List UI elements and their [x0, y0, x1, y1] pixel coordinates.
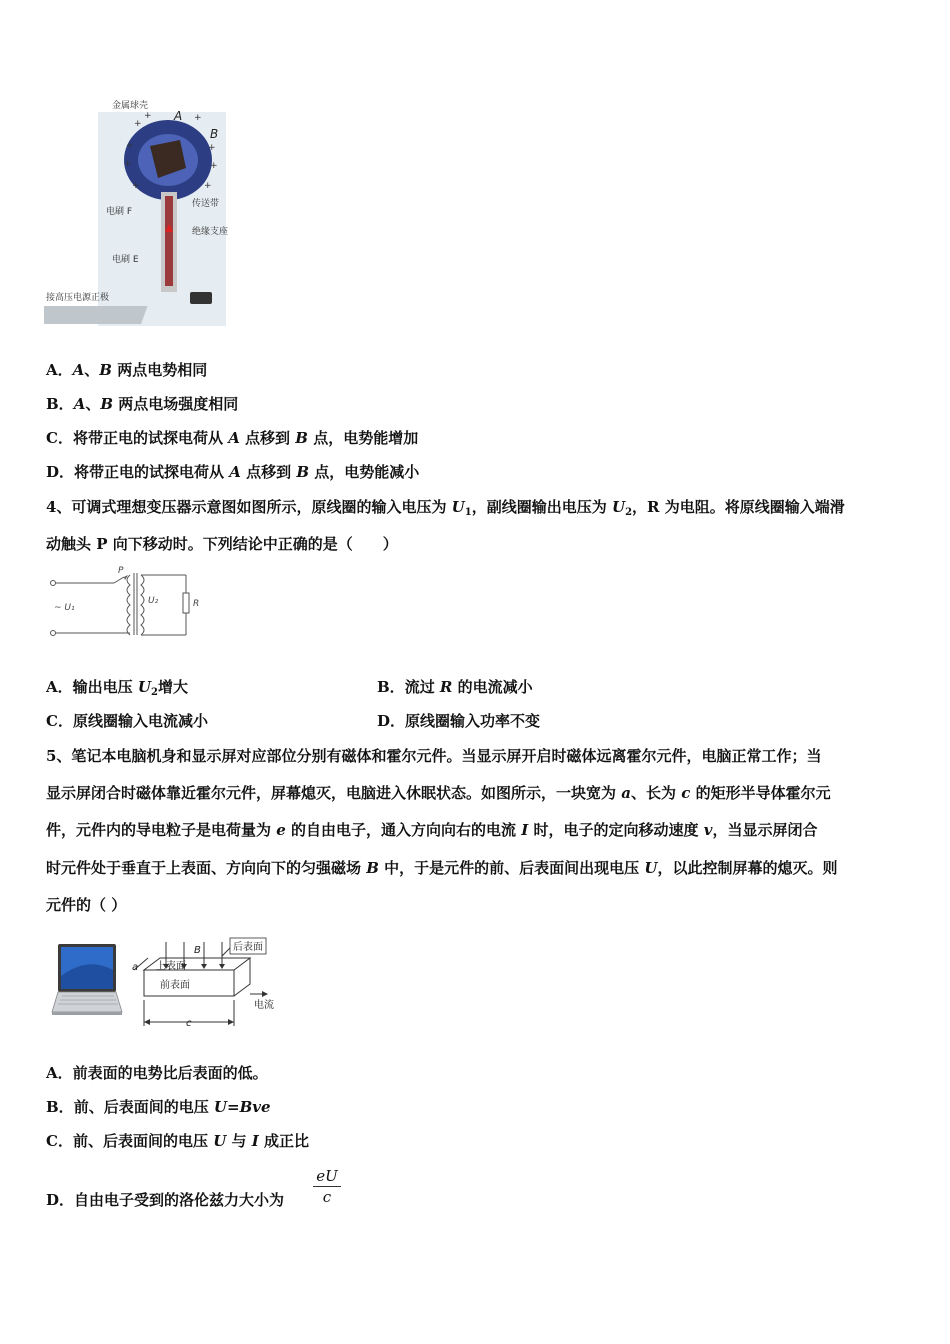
u2-label: U₂: [148, 596, 159, 606]
q5-option-c: C．前、后表面间的电压 U 与 I 成正比: [46, 1132, 309, 1150]
svg-text:+: +: [210, 161, 218, 171]
q4-option-b: B．流过 R 的电流减小: [377, 678, 533, 696]
width-a-label: a: [132, 962, 139, 973]
svg-text:+: +: [132, 181, 140, 191]
svg-text:+: +: [144, 111, 152, 121]
transformer-figure: [44, 563, 214, 643]
q3-option-c: C．将带正电的试探电荷从 A 点移到 B 点，电势能增加: [46, 429, 419, 447]
q3-option-a: A．A、B 两点电势相同: [46, 361, 208, 379]
fraction-denominator: c: [322, 1188, 332, 1206]
svg-text:+: +: [126, 141, 134, 151]
q4-option-a: A．输出电压 $U_2$增大: [46, 678, 188, 698]
svg-text:+: +: [134, 119, 142, 129]
u1-label: ~ U₁: [54, 603, 75, 613]
secondary-coil: [141, 575, 144, 635]
svg-text:+: +: [204, 181, 212, 191]
support-label: 绝缘支座: [192, 227, 229, 237]
field-b-label: B: [194, 945, 201, 956]
belt-label: 传送带: [192, 199, 220, 209]
van-de-graaff-figure: [44, 96, 244, 330]
svg-text:+: +: [194, 113, 202, 123]
q3-option-b: B．A、B 两点电场强度相同: [46, 395, 239, 413]
shell-label: 金属球壳: [112, 101, 149, 111]
hall-element-figure: [48, 936, 288, 1036]
laptop-icon: [52, 944, 122, 1015]
lorentz-fraction: [313, 1166, 341, 1207]
fraction-numerator: eU: [313, 1166, 341, 1187]
svg-text:+: +: [208, 143, 216, 153]
conveyor-belt: [165, 196, 173, 286]
current-label: 电流: [254, 1000, 274, 1011]
q3-option-d: D．将带正电的试探电荷从 A 点移到 B 点，电势能减小: [46, 463, 420, 481]
q5-stem-line3: 件，元件内的导电粒子是电荷量为 e 的自由电子，通入方向向右的电流 I 时，电子的定向移动速度 v，当显示屏闭合: [46, 821, 818, 839]
primary-coil: [127, 575, 130, 635]
brush-e-label: 电刷 E: [112, 255, 139, 265]
hv-label: 接高压电源正极: [46, 293, 110, 303]
q5-stem-line1: 5、笔记本电脑机身和显示屏对应部位分别有磁体和霍尔元件。当显示屏开启时磁体远离霍尔元件，电脑正常工作；当: [46, 747, 822, 765]
brush-f-label: 电刷 F: [106, 207, 133, 217]
q4-stem-line2: 动触头 P 向下移动时。下列结论中正确的是（ ）: [46, 535, 398, 553]
q5-stem-line4: 时元件处于垂直于上表面、方向向下的匀强磁场 B 中，于是元件的前、后表面间出现电压 U，以此控制屏幕的熄灭。则: [46, 859, 838, 877]
q5-option-d: D．自由电子受到的洛伦兹力大小为: [46, 1191, 285, 1209]
q4-option-d: D．原线圈输入功率不变: [377, 712, 541, 730]
front-face-label: 前表面: [160, 980, 190, 991]
base: [44, 306, 148, 324]
point-a-label: A: [174, 109, 183, 123]
point-b-label: B: [210, 127, 219, 141]
resistor: [183, 593, 189, 613]
q5-option-a: A．前表面的电势比后表面的低。: [46, 1064, 268, 1082]
q4-stem-line1: 4、可调式理想变压器示意图如图所示，原线圈的输入电压为 $U_1$，副线圈输出电压为 $U_2$，R 为电阻。将原线圈输入端滑: [46, 498, 845, 518]
svg-text:+: +: [124, 159, 132, 169]
length-c-label: c: [186, 1018, 192, 1029]
q5-stem-line2: 显示屏闭合时磁体靠近霍尔元件，屏幕熄灭，电脑进入休眠状态。如图所示，一块宽为 a、长为 c 的矩形半导体霍尔元: [46, 784, 831, 802]
slider-p-label: P: [118, 566, 124, 576]
top-face-label: 上表面: [156, 961, 186, 972]
q4-option-c: C．原线圈输入电流减小: [46, 712, 208, 730]
q5-stem-line5: 元件的（ ）: [46, 896, 127, 914]
back-face-label: 后表面: [233, 942, 263, 953]
r-label: R: [193, 599, 200, 609]
q5-option-b: B．前、后表面间的电压 U=Bve: [46, 1098, 271, 1116]
